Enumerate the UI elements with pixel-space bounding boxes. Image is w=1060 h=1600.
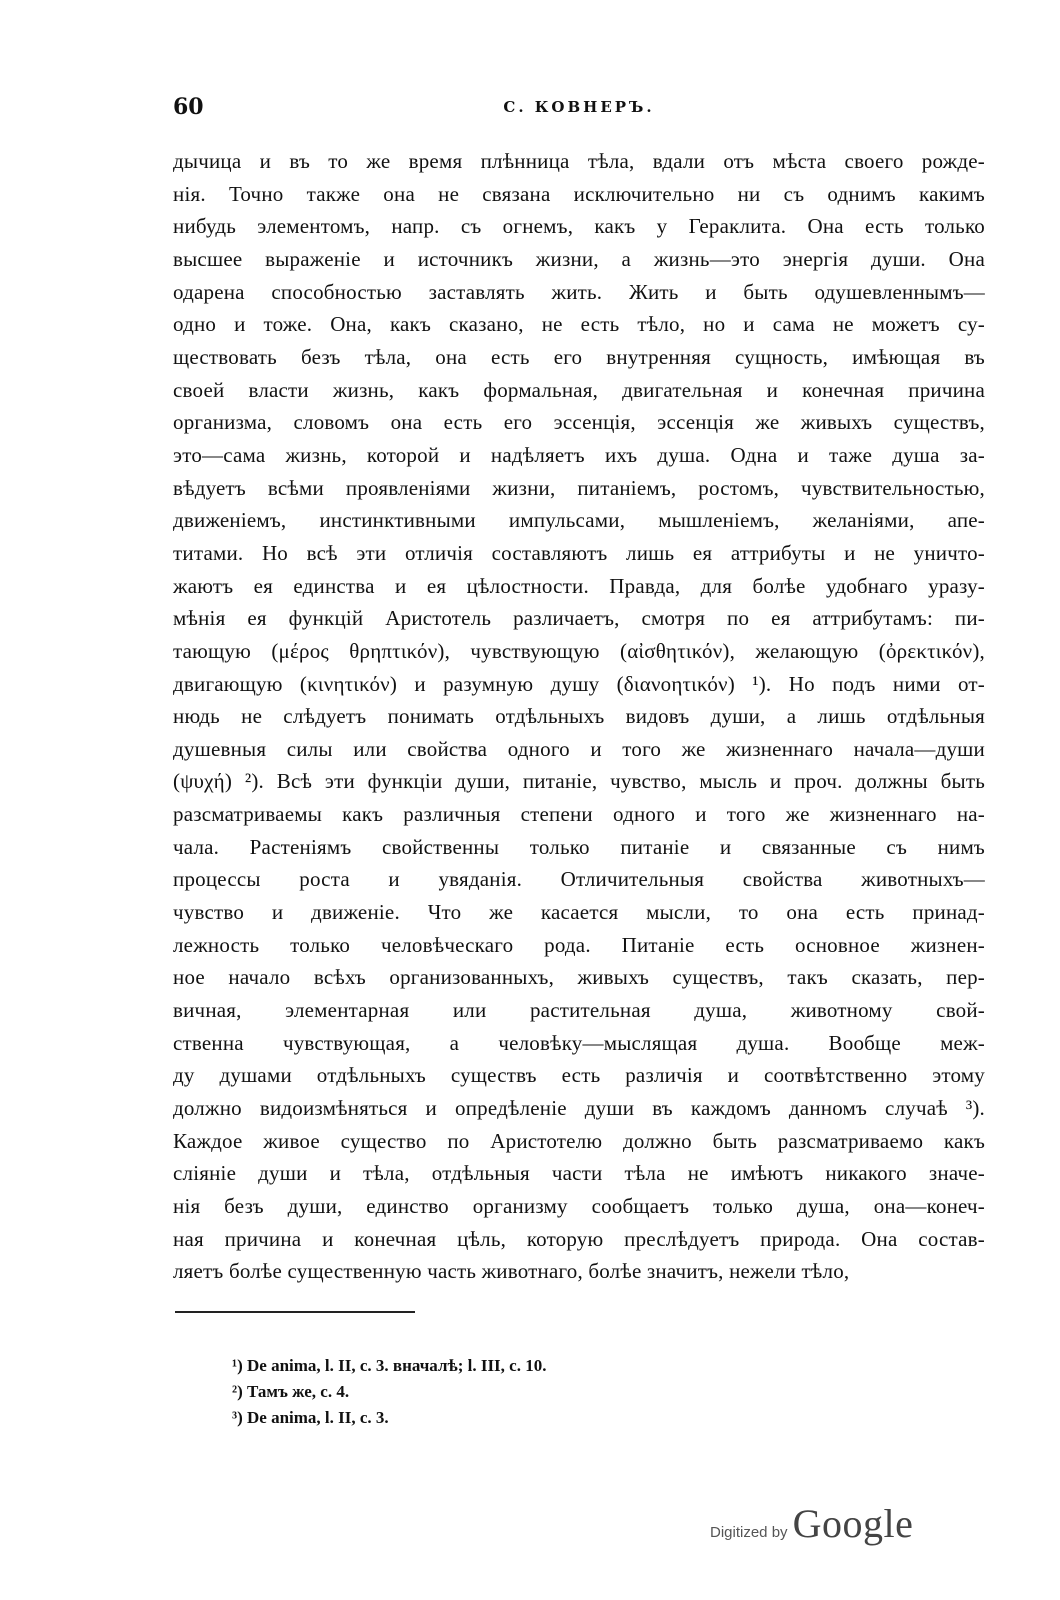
text-line: ная причина и конечная цѣль, которую преслѣдуетъ природа. Она состав- xyxy=(173,1226,985,1251)
text-line: высшее выраженіе и источникъ жизни, а жизнь—это энергія души. Она xyxy=(173,246,985,271)
text-line: вѣдуетъ всѣми проявленіями жизни, питаніемъ, ростомъ, чувствительностью, xyxy=(173,475,985,500)
text-line: чала. Растеніямъ свойственны только питаніе и связанные съ нимъ xyxy=(173,834,985,859)
text-line: процессы роста и увяданія. Отличительныя свойства животныхъ— xyxy=(173,867,985,892)
google-logo: Google xyxy=(792,1501,914,1546)
text-line: нія. Точно также она не связана исключительно ни съ однимъ какимъ xyxy=(173,181,985,206)
text-line: своей власти жизнь, какъ формальная, двигательная и конечная причина xyxy=(173,377,985,402)
text-line: ственна чувствующая, а человѣку—мыслящая душа. Вообще меж- xyxy=(173,1030,985,1055)
text-line: жаютъ ея единства и ея цѣлостности. Правда, для болѣе удобнаго уразу- xyxy=(173,573,985,598)
text-line: титами. Но всѣ эти отличія составляютъ лишь ея аттрибуты и не уничто- xyxy=(173,540,985,565)
text-line: двигающую (κινητικόν) и разумную душу (διανοητικόν) ¹). Но подъ ними от- xyxy=(173,671,985,696)
text-line: нія безъ души, единство организму сообщаетъ только душа, она—конеч- xyxy=(173,1194,985,1218)
text-line: ду душами отдѣльныхъ существъ есть различія и соотвѣтственно этому xyxy=(173,1063,985,1088)
text-line: разсматриваемы какъ различныя степени одного и того же жизненнаго на- xyxy=(173,802,985,827)
text-line: лежность только человѣческаго рода. Питаніе есть основное жизнен- xyxy=(173,932,985,957)
text-line: движеніемъ, инстинктивными импульсами, мышленіемъ, желаніями, апе- xyxy=(173,508,985,533)
text-line: чувство и движеніе. Что же касается мысли, то она есть принад- xyxy=(173,900,985,925)
page-number: 60 xyxy=(173,94,204,120)
body-text xyxy=(173,145,985,1288)
text-line: одарена способностью заставлять жить. Жить и быть одушевленнымъ— xyxy=(173,279,985,304)
text-line: сліяніе души и тѣла, отдѣльныя части тѣла не имѣютъ никакого значе- xyxy=(173,1161,985,1186)
text-line: одно и тоже. Она, какъ сказано, не есть тѣло, но и сама не можетъ су- xyxy=(173,312,985,337)
text-line: ляетъ болѣе существенную часть животнаго, болѣе значитъ, нежели тѣло, xyxy=(173,1259,850,1284)
watermark-prefix: Digitized by xyxy=(710,1524,788,1541)
footnotes xyxy=(232,1353,932,1431)
text-line: вичная, элементарная или растительная душа, животному свой- xyxy=(173,998,985,1023)
page-header xyxy=(173,94,985,128)
text-line: организма, словомъ она есть его эссенція, эссенція же живыхъ существъ, xyxy=(173,410,985,435)
text-line: нибудь элементомъ, напр. съ огнемъ, какъ у Гераклита. Она есть только xyxy=(173,214,985,239)
footnote: ¹) De anima, l. II, c. 3. вначалѣ; l. III, c. 10. xyxy=(232,1356,547,1375)
footnote: ²) Тамъ же, c. 4. xyxy=(232,1382,350,1401)
text-line: это—сама жизнь, которой и надѣляетъ ихъ душа. Одна и таже душа за- xyxy=(173,442,985,467)
text-line: душевныя силы или свойства одного и того же жизненнаго начала—души xyxy=(173,736,985,761)
footnote: ³) De anima, l. II, c. 3. xyxy=(232,1408,389,1427)
footnote-divider xyxy=(175,1311,415,1313)
running-head: С. КОВНЕРЪ. xyxy=(503,98,655,116)
text-line: нюдь не слѣдуетъ понимать отдѣльныхъ видовъ души, а лишь отдѣльныя xyxy=(173,704,985,729)
digitized-by-google-watermark xyxy=(710,1500,940,1550)
text-line: тающую (μέρος θρηπτικόν), чувствующую (αἰσθητικόν), желающую (ὀρεκτικόν), xyxy=(173,638,985,663)
text-line: ное начало всѣхъ организованныхъ, живыхъ существъ, такъ сказать, пер- xyxy=(173,965,985,990)
text-line: (ψυχή) ²). Всѣ эти функціи души, питаніе, чувство, мысль и проч. должны быть xyxy=(173,769,985,794)
text-line: ществовать безъ тѣла, она есть его внутренняя сущность, имѣющая въ xyxy=(173,344,985,369)
text-line: Каждое живое существо по Аристотелю должно быть разсматриваемо какъ xyxy=(173,1128,985,1153)
text-line: мѣнія ея функцій Аристотель различаетъ, смотря по ея аттрибутамъ: пи- xyxy=(173,606,985,631)
text-line: дычица и въ то же время плѣнница тѣла, вдали отъ мѣста своего рожде- xyxy=(173,149,985,173)
text-line: должно видоизмѣняться и опредѣленіе души въ каждомъ данномъ случаѣ ³). xyxy=(173,1096,985,1121)
